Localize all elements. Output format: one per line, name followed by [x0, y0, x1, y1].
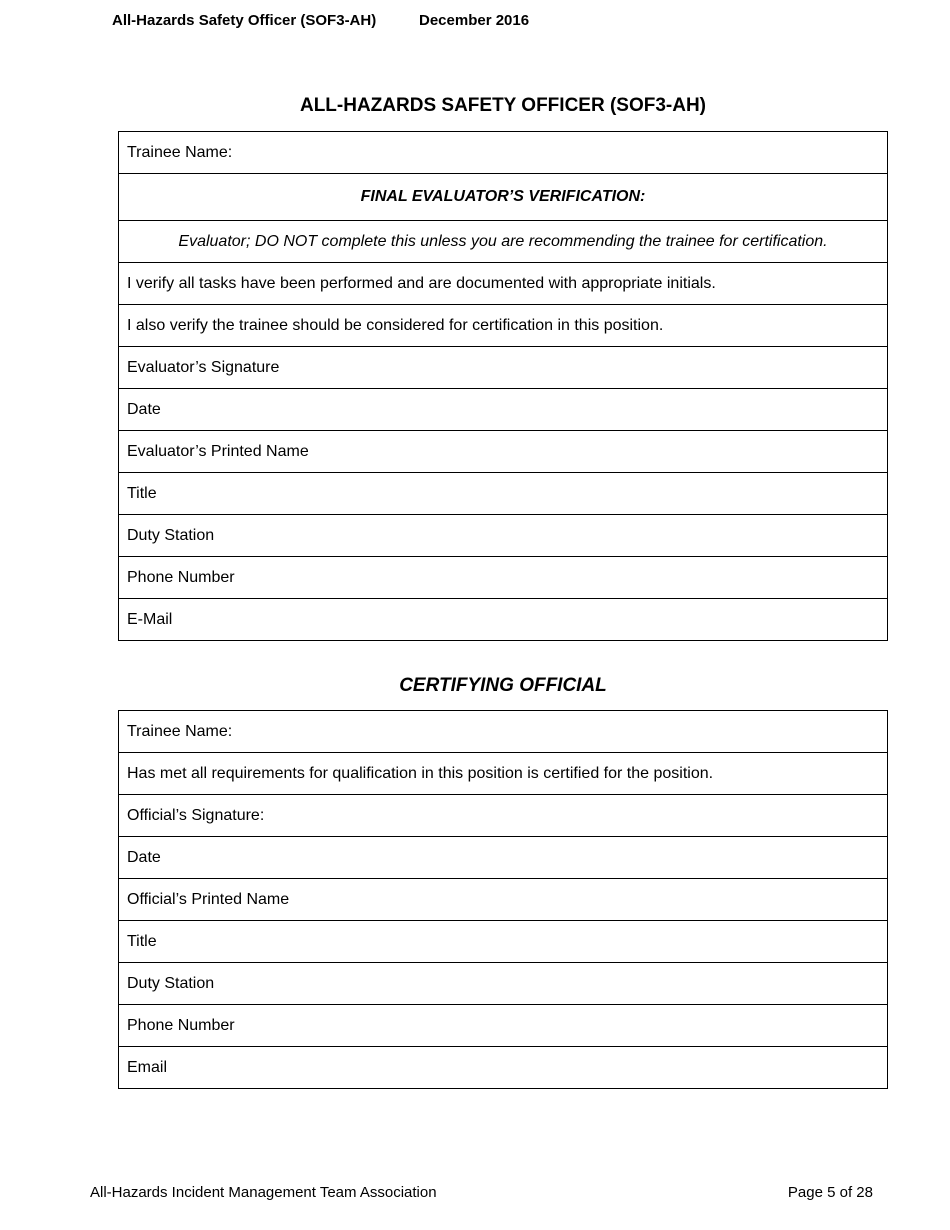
header-title: All-Hazards Safety Officer (SOF3-AH): [112, 12, 377, 29]
verify-certification-statement: I also verify the trainee should be considered for certification in this position.: [119, 305, 888, 347]
official-title-field[interactable]: Title: [119, 921, 888, 963]
verify-tasks-statement: I verify all tasks have been performed and are documented with appropriate initials.: [119, 263, 888, 305]
page-header: [112, 12, 530, 29]
certifying-trainee-name-field[interactable]: Trainee Name:: [119, 711, 888, 753]
evaluator-duty-station-field[interactable]: Duty Station: [119, 515, 888, 557]
footer-organization: All-Hazards Incident Management Team Association: [90, 1184, 437, 1201]
evaluator-date-field[interactable]: Date: [119, 389, 888, 431]
official-duty-station-field[interactable]: Duty Station: [119, 963, 888, 1005]
official-signature-field[interactable]: Official’s Signature:: [119, 795, 888, 837]
evaluator-verification-heading: FINAL EVALUATOR’S VERIFICATION:: [119, 174, 888, 221]
document-title: ALL-HAZARDS SAFETY OFFICER (SOF3-AH): [299, 95, 707, 116]
evaluator-signature-field[interactable]: Evaluator’s Signature: [119, 347, 888, 389]
evaluator-phone-field[interactable]: Phone Number: [119, 557, 888, 599]
evaluator-verification-table: [118, 131, 888, 641]
official-email-field[interactable]: Email: [119, 1047, 888, 1089]
evaluator-email-field[interactable]: E-Mail: [119, 599, 888, 641]
certifying-official-table: [118, 710, 888, 1089]
official-date-field[interactable]: Date: [119, 837, 888, 879]
evaluator-printed-name-field[interactable]: Evaluator’s Printed Name: [119, 431, 888, 473]
official-printed-name-field[interactable]: Official’s Printed Name: [119, 879, 888, 921]
evaluator-title-field[interactable]: Title: [119, 473, 888, 515]
official-phone-field[interactable]: Phone Number: [119, 1005, 888, 1047]
evaluator-trainee-name-field[interactable]: Trainee Name:: [119, 132, 888, 174]
footer-page-number: Page 5 of 28: [787, 1184, 873, 1201]
header-date: December 2016: [419, 12, 530, 29]
certifying-official-title: CERTIFYING OFFICIAL: [399, 675, 607, 696]
evaluator-instruction-note: Evaluator; DO NOT complete this unless you are recommending the trainee for certification.: [119, 221, 888, 263]
requirements-statement: Has met all requirements for qualification in this position is certified for the position.: [119, 753, 888, 795]
